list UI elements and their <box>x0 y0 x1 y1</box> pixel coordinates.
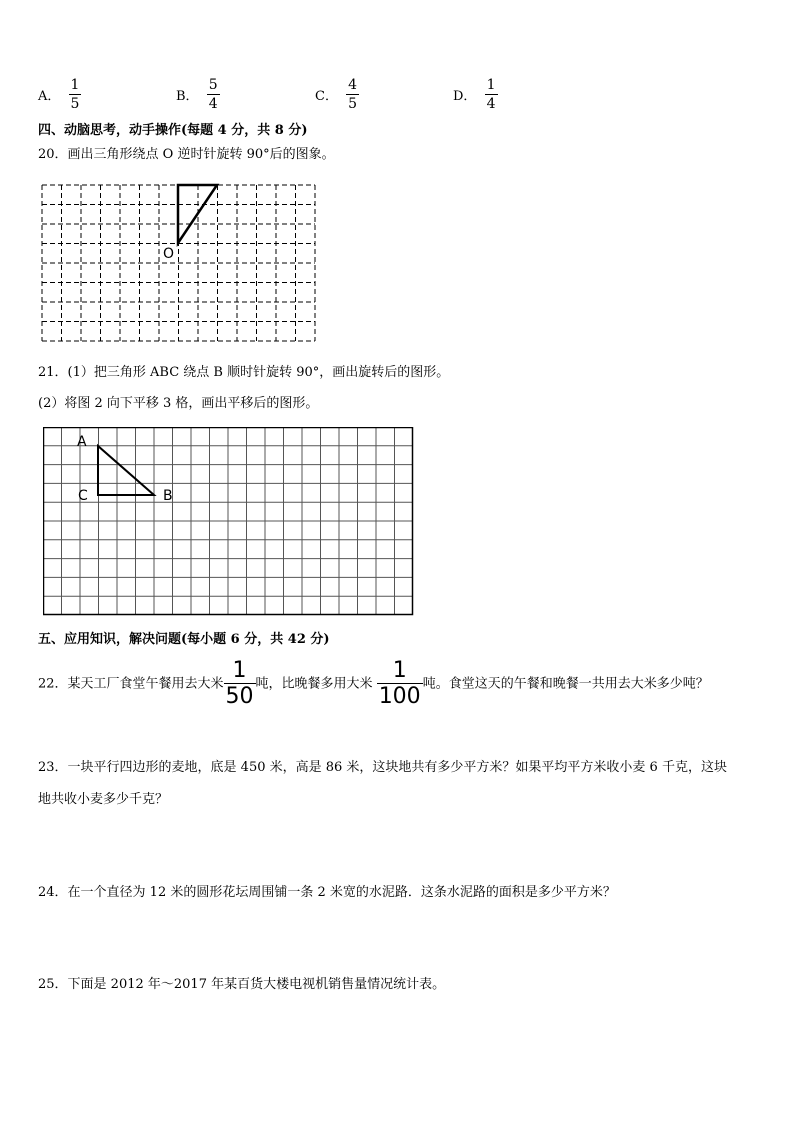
point-b-label: B <box>163 488 173 504</box>
question-24-text: 24．在一个直径为 12 米的圆形花坛周围铺一条 2 米宽的水泥路．这条水泥路的面积是多少平方米？ <box>38 885 616 900</box>
option-a <box>38 78 81 111</box>
section-5-heading: 五、应用知识，解决问题(每小题 6 分，共 42 分) <box>38 632 330 647</box>
question-21-part2: (2）将图 2 向下平移 3 格，画出平移后的图形。 <box>38 396 319 411</box>
option-a-numerator: 1 <box>70 77 80 93</box>
option-c-numerator: 4 <box>348 77 358 93</box>
question-25-text: 25．下面是 2012 年～2017 年某百货大楼电视机销售量情况统计表。 <box>38 977 446 992</box>
option-a-label: A． <box>38 89 61 104</box>
point-c-label: C <box>78 488 88 504</box>
option-d-fraction <box>485 78 498 111</box>
q22-part1: 22．某天工厂食堂午餐用去大米 <box>38 676 224 692</box>
option-c <box>315 78 359 111</box>
option-b <box>176 78 220 111</box>
question-21-part1: 21．(1）把三角形 ABC 绕点 B 顺时针旋转 90°，画出旋转后的图形。 <box>38 365 450 380</box>
triangle-abc <box>98 446 154 495</box>
question-22-text <box>38 660 709 708</box>
fraction-one-fiftieth-numerator: 1 <box>224 660 256 684</box>
question-21-grid-figure <box>43 427 415 617</box>
option-d <box>453 78 498 111</box>
point-o-label: O <box>163 246 175 262</box>
question-20-text: 20．画出三角形绕点 O 逆时针旋转 90°后的图象。 <box>38 147 335 162</box>
option-d-label: D． <box>453 89 477 104</box>
point-a-label: A <box>77 434 87 450</box>
option-b-numerator: 5 <box>208 77 218 93</box>
option-d-numerator: 1 <box>486 77 496 93</box>
question-20-grid-figure <box>40 182 318 342</box>
fraction-one-hundredth <box>377 660 423 708</box>
question-23-line2: 地共收小麦多少千克？ <box>38 792 169 807</box>
q22-part2: 吨，比晚餐多用大米 <box>255 676 377 692</box>
fraction-one-hundredth-numerator: 1 <box>377 660 423 684</box>
option-b-fraction <box>207 78 220 111</box>
fraction-one-hundredth-denominator: 100 <box>378 684 421 709</box>
option-d-denominator: 4 <box>486 96 496 112</box>
option-c-label: C． <box>315 89 338 104</box>
fraction-one-fiftieth <box>224 660 256 708</box>
option-c-fraction <box>346 78 359 111</box>
fraction-one-fiftieth-denominator: 50 <box>225 684 254 709</box>
option-c-denominator: 5 <box>348 96 358 112</box>
question-23-line1: 23．一块平行四边形的麦地，底是 450 米，高是 86 米，这块地共有多少平方米？如果平均平方米收小麦 6 千克，这块 <box>38 760 727 775</box>
option-b-label: B． <box>176 89 199 104</box>
option-b-denominator: 4 <box>208 96 218 112</box>
q22-part3: 吨。食堂这天的午餐和晚餐一共用去大米多少吨？ <box>422 676 709 692</box>
section-4-heading: 四、动脑思考，动手操作(每题 4 分，共 8 分) <box>38 123 308 138</box>
option-a-fraction <box>69 78 82 111</box>
option-a-denominator: 5 <box>70 96 80 112</box>
